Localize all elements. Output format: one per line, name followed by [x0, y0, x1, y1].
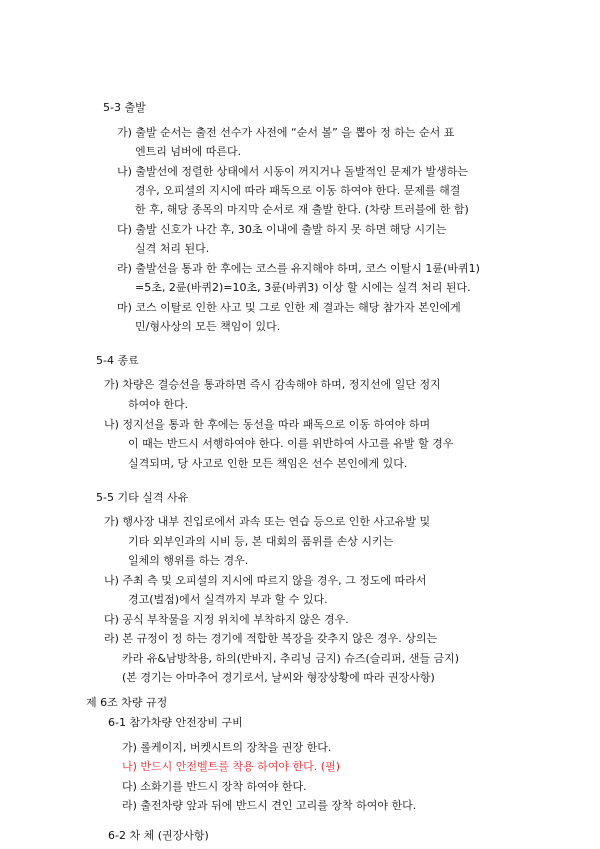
clause-line: 실격 처리 된다.	[135, 242, 210, 255]
clause-line: 나) 출발선에 정렬한 상태에서 시동이 꺼지거나 돌발적인 문제가 발생하는	[117, 165, 469, 178]
clause-line: 다) 공식 부착물을 지정 위치에 부착하지 않은 경우.	[104, 613, 349, 626]
clause-line: 경고(벌점)에서 실격까지 부과 할 수 있다.	[128, 593, 328, 606]
section-heading-6-1: 6-1 참가차량 안전장비 구비	[108, 716, 243, 729]
clause-line: 이 때는 반드시 서행하여야 한다. 이를 위반하여 사고를 유발 할 경우	[128, 437, 454, 450]
clause-line: =5초, 2륜(바퀴2)=10초, 3륜(바퀴3) 이상 할 시에는 실격 처리 된다.	[135, 281, 471, 294]
clause-line: 카라 유&남방착용, 하의(반바지, 추리닝 금지) 슈즈(슬리퍼, 샌들 금지)	[122, 652, 459, 665]
article-heading-6: 제 6조 차량 규정	[86, 696, 168, 709]
clause-line: 경우, 오피셜의 지시에 따라 패독으로 이동 하여야 한다. 문제를 해결	[135, 184, 461, 197]
clause-line: 엔트리 넘버에 따른다.	[135, 145, 242, 158]
clause-line: 라) 출전차량 앞과 뒤에 반드시 견인 고리를 장착 하여야 한다.	[122, 799, 417, 812]
clause-line: 나) 정지선을 통과 한 후에는 동선을 따라 패독으로 이동 하여야 하며	[104, 418, 431, 431]
section-heading-5-4: 5-4 종료	[96, 354, 139, 367]
section-heading-6-2: 6-2 차 체 (권장사항)	[108, 829, 209, 842]
section-heading-5-3: 5-3 출발	[103, 101, 146, 114]
clause-line: 다) 소화기를 반드시 장착 하여야 한다.	[122, 780, 307, 793]
clause-line: 기타 외부인과의 시비 등, 본 대회의 품위를 손상 시키는	[128, 535, 394, 548]
clause-line: 라) 출발선을 통과 한 후에는 코스를 유지해야 하며, 코스 이탈시 1륜(바퀴1)	[117, 262, 480, 275]
clause-line: 가) 행사장 내부 진입로에서 과속 또는 연습 등으로 인한 사고유발 및	[104, 515, 431, 528]
clause-line: 가) 출발 순서는 출전 선수가 사전에 “순서 볼” 을 뽑아 정 하는 순서 표	[117, 126, 455, 139]
section-heading-5-5: 5-5 기타 실격 사유	[96, 491, 189, 504]
clause-line: 나) 주최 측 및 오피셜의 지시에 따르지 않을 경우, 그 정도에 따라서	[104, 574, 427, 587]
clause-line: 라) 본 규정이 정 하는 경기에 적합한 복장을 갖추지 않은 경우. 상의는	[104, 632, 438, 645]
clause-line: 다) 출발 신호가 나간 후, 30초 이내에 출발 하지 못 하면 해당 시기는	[117, 223, 447, 236]
clause-line: 하여야 한다.	[128, 398, 189, 411]
clause-line: 실격되며, 당 사고로 인한 모든 책임은 선수 본인에게 있다.	[128, 457, 408, 470]
clause-line: 마) 코스 이탈로 인한 사고 및 그로 인한 제 결과는 해당 참가자 본인에게	[117, 301, 461, 314]
clause-line: 한 후, 해당 종목의 마지막 순서로 재 출발 한다. (차량 트러블에 한 함)	[135, 203, 469, 216]
clause-line: (본 경기는 아마추어 경기로서, 날씨와 형장상황에 따라 권장사항)	[122, 671, 435, 684]
clause-line: 민/형사상의 모든 책임이 있다.	[135, 320, 281, 333]
clause-line: 가) 롤케이지, 버켓시트의 장착을 권장 한다.	[122, 741, 332, 754]
clause-line: 일체의 행위를 하는 경우.	[128, 554, 249, 567]
clause-line: 가) 차량은 결승선을 통과하면 즉시 감속해야 하며, 정지선에 일단 정지	[104, 378, 441, 391]
clause-line-required: 나) 반드시 안전벨트를 착용 하여야 한다. (필)	[122, 760, 340, 773]
